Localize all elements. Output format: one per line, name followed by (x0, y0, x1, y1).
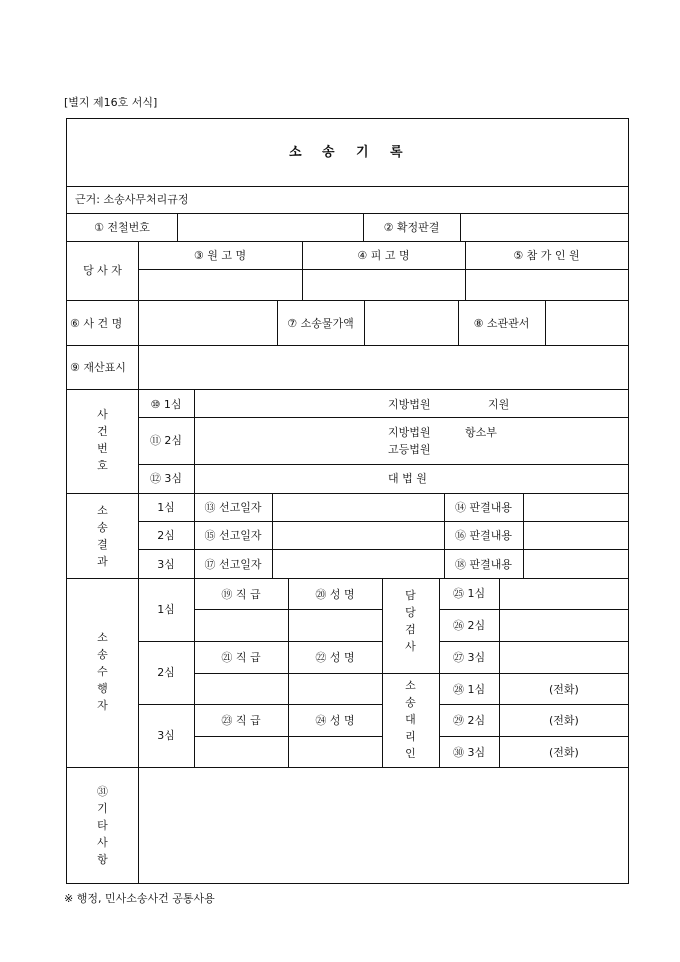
vline-result-c (272, 493, 273, 578)
rank-label-3: ㉓ 직 급 (221, 714, 261, 727)
property-label: ⑨ 재산표시 (70, 361, 126, 374)
agent-1st: ㉘ 1심 (453, 683, 486, 696)
title-char-1: 소 (289, 145, 302, 160)
line-caseno-bottom (67, 493, 628, 494)
litigation-record-form (66, 118, 629, 884)
vline-result-e (523, 493, 524, 578)
rank-label-1: ⑲ 직 급 (221, 588, 261, 601)
sentence-date-3: ⑰ 선고일자 (204, 558, 262, 571)
parties-label: 당 사 자 (83, 264, 122, 277)
district-court-1: 지방법원 (388, 398, 431, 411)
name-label-3: ㉔ 성 명 (315, 714, 355, 727)
judgment-content-3: ⑱ 판결내용 (454, 558, 512, 571)
line-perf-1b (439, 609, 628, 610)
performer-3rd-label: 3심 (157, 729, 175, 742)
line-perf-4b (439, 704, 628, 705)
vline-case-e (545, 300, 546, 345)
prosecutor-2nd: ㉖ 2심 (453, 619, 486, 632)
line-result-bottom (67, 578, 628, 579)
line-perf-3b (382, 673, 628, 674)
line-case-bottom (67, 345, 628, 346)
line-result-2 (138, 549, 628, 550)
judgment-content-1: ⑭ 판결내용 (454, 501, 512, 514)
line-perf-4a (138, 704, 382, 705)
line-perf-2b (439, 641, 628, 642)
case-number-label: 사 건 번 호 (97, 408, 108, 472)
branch-court: 지원 (488, 398, 510, 411)
performer-2nd-label: 2심 (157, 666, 175, 679)
line-caseno-1 (138, 417, 628, 418)
prosecutor-3rd: ㉗ 3심 (453, 651, 486, 664)
title-char-2: 송 (322, 145, 335, 160)
agent-phone-2: (전화) (549, 714, 579, 727)
title-char-3: 기 (356, 145, 369, 160)
other-matters-label: ㉛ 기 타 사 항 (97, 785, 108, 866)
result-3rd-label: 3심 (157, 558, 175, 571)
line-title-bottom (67, 186, 628, 187)
vline-row1-a (177, 213, 178, 241)
title-char-4: 록 (390, 145, 403, 160)
vline-perf-b (194, 578, 195, 767)
prosecutor-in-charge-label: 담 당 검 사 (405, 589, 416, 653)
rank-label-2: ㉑ 직 급 (221, 651, 261, 664)
prosecutor-1st: ㉕ 1심 (453, 587, 486, 600)
line-parties-mid (138, 269, 628, 270)
sentence-date-1: ⑬ 선고일자 (204, 501, 262, 514)
performer-1st-label: 1심 (157, 603, 175, 616)
supreme-court: 대 법 원 (388, 472, 427, 485)
judgment-content-2: ⑯ 판결내용 (454, 529, 512, 542)
file-number-label: ① 전철번호 (94, 221, 150, 234)
line-perf-bottom (67, 767, 628, 768)
vline-property (138, 345, 139, 389)
vline-perf-e (439, 578, 440, 767)
footnote: ※ 행정, 민사소송사건 공통사용 (64, 892, 215, 905)
basis-text: 근거: 소송사무처리규정 (75, 193, 189, 206)
line-perf-2a (138, 641, 382, 642)
line-result-1 (138, 521, 628, 522)
litigation-value-label: ⑦ 소송물가액 (287, 317, 354, 330)
final-judgment-label: ② 확정판결 (383, 221, 440, 234)
vline-caseno-b (194, 389, 195, 493)
agent-phone-1: (전화) (549, 683, 579, 696)
vline-case-c (364, 300, 365, 345)
case-no-3rd-label: ⑫ 3심 (149, 472, 183, 485)
vline-perf-c (288, 578, 289, 767)
form-label: [별지 제16호 서식] (64, 96, 158, 109)
litigation-performer-label: 소 송 수 행 자 (97, 631, 108, 712)
name-label-2: ㉒ 성 명 (315, 651, 355, 664)
line-basis-bottom (67, 213, 628, 214)
vline-row1-c (460, 213, 461, 241)
line-row1-bottom (67, 241, 628, 242)
line-perf-5b (439, 736, 628, 737)
defendant-label: ④ 피 고 명 (357, 249, 410, 262)
vline-perf-f (499, 578, 500, 767)
litigation-result-label: 소 송 결 과 (97, 504, 108, 568)
court-office-label: ⑧ 소관관서 (473, 317, 530, 330)
result-1st-label: 1심 (157, 501, 175, 514)
case-no-2nd-label: ⑪ 2심 (149, 434, 183, 447)
plaintiff-label: ③ 원 고 명 (193, 249, 247, 262)
case-no-1st-label: ⑩ 1심 (150, 398, 182, 411)
line-property-bottom (67, 389, 628, 390)
agent-2nd: ㉙ 2심 (453, 714, 486, 727)
agent-3rd: ㉚ 3심 (453, 746, 486, 759)
intervenor-label: ⑤ 참 가 인 원 (513, 249, 580, 262)
line-caseno-2 (138, 464, 628, 465)
vline-other (138, 767, 139, 883)
name-label-1: ⑳ 성 명 (315, 588, 355, 601)
result-2nd-label: 2심 (157, 529, 175, 542)
agent-phone-3: (전화) (549, 746, 579, 759)
sentence-date-2: ⑮ 선고일자 (204, 529, 262, 542)
vline-case-a (138, 300, 139, 345)
litigation-agent-label: 소 송 대 리 인 (405, 679, 416, 760)
case-name-label: ⑥ 사 건 명 (70, 317, 123, 330)
district-court-2: 지방법원 (388, 426, 431, 439)
line-parties-bottom (67, 300, 628, 301)
high-court: 고등법원 (388, 443, 431, 456)
appeal-division: 항소부 (465, 426, 497, 439)
